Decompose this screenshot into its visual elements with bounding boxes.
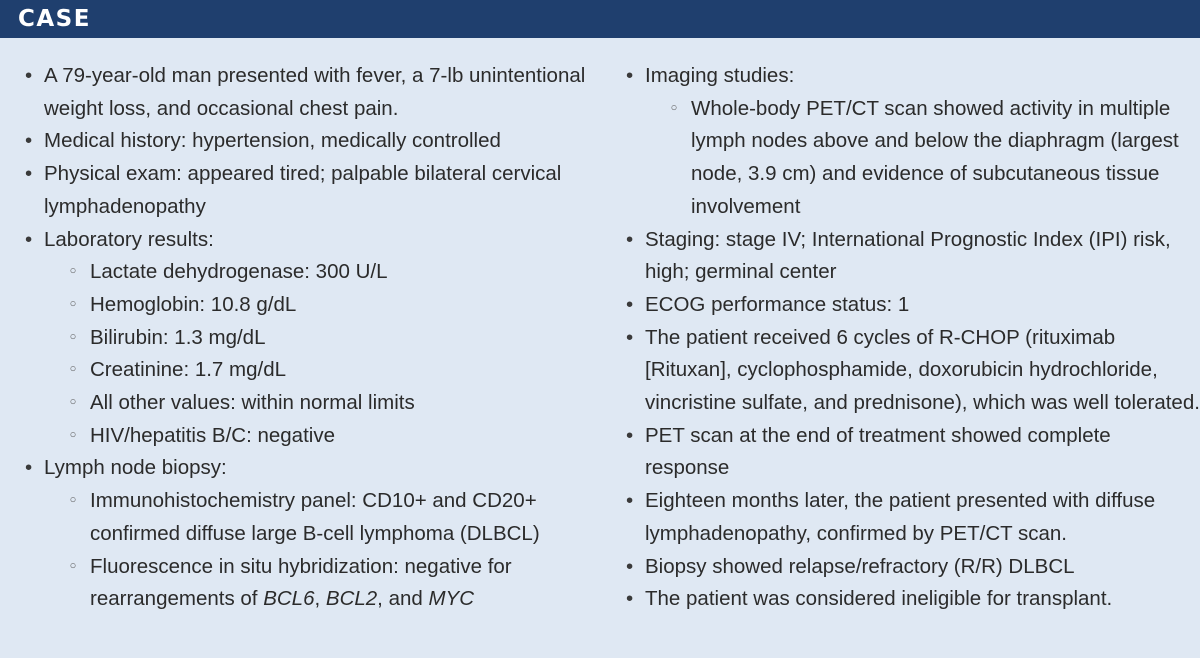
gene-myc: MYC bbox=[428, 587, 475, 611]
gene-bcl2: BCL2 bbox=[325, 587, 378, 611]
lab-bilirubin: Bilirubin: 1.3 mg/dL bbox=[90, 325, 266, 349]
biopsy-rr-text: Biopsy showed relapse/refractory (R/R) DLBCL bbox=[645, 554, 1075, 578]
lab-item bbox=[44, 387, 625, 420]
right-bullet-list bbox=[625, 60, 1200, 616]
bullet-relapse bbox=[625, 485, 1200, 550]
bullet-presentation bbox=[24, 60, 625, 125]
treatment-text: The patient received 6 cycles of R-CHOP (rituximab [Rituxan], cyclophosphamide, doxorubicin hydrochloride, vincristine sulfate, and prednisone), which was well tolerated. bbox=[645, 325, 1200, 415]
fish-prefix: Fluorescence in situ hybridization: negative for rearrangements of bbox=[90, 554, 512, 611]
ecog-text: ECOG performance status: 1 bbox=[645, 292, 910, 316]
bullet-transplant bbox=[625, 583, 1200, 616]
physical-exam-text: Physical exam: appeared tired; palpable bilateral cervical lymphadenopathy bbox=[44, 162, 562, 218]
lab-heading: Laboratory results: bbox=[44, 227, 214, 251]
lab-item bbox=[44, 420, 625, 453]
lab-ldh: Lactate dehydrogenase: 300 U/L bbox=[90, 260, 388, 284]
bullet-treatment bbox=[625, 322, 1200, 420]
bullet-lab-results bbox=[24, 224, 625, 453]
bullet-physical-exam bbox=[24, 158, 625, 223]
biopsy-sublist bbox=[44, 485, 625, 616]
case-header bbox=[0, 0, 1200, 38]
bullet-imaging bbox=[625, 60, 1200, 224]
lab-sublist bbox=[44, 256, 625, 452]
lab-item bbox=[44, 354, 625, 387]
staging-text: Staging: stage IV; International Prognostic Index (IPI) risk, high; germinal center bbox=[645, 227, 1171, 284]
lab-item bbox=[44, 322, 625, 355]
fish-sep-2: , and bbox=[377, 587, 429, 611]
lab-hemoglobin: Hemoglobin: 10.8 g/dL bbox=[90, 292, 297, 316]
biopsy-item bbox=[44, 485, 625, 550]
imaging-sublist bbox=[645, 93, 1200, 224]
left-bullet-list bbox=[24, 60, 625, 616]
case-content bbox=[0, 38, 1200, 616]
fish-sep-1: , bbox=[314, 587, 326, 611]
pet-end-text: PET scan at the end of treatment showed complete response bbox=[645, 423, 1111, 480]
biopsy-ihc-text: Immunohistochemistry panel: CD10+ and CD20+ confirmed diffuse large B-cell lymphoma (DLBCL) bbox=[90, 489, 540, 545]
lab-creatinine: Creatinine: 1.7 mg/dL bbox=[90, 358, 287, 382]
biopsy-heading: Lymph node biopsy: bbox=[44, 456, 227, 480]
lab-hiv-hepatitis: HIV/hepatitis B/C: negative bbox=[90, 423, 335, 447]
presentation-text: A 79-year-old man presented with fever, a 7-lb unintentional weight loss, and occasional chest pain. bbox=[44, 64, 586, 120]
lab-item bbox=[44, 289, 625, 322]
lab-item bbox=[44, 256, 625, 289]
bullet-ecog bbox=[625, 289, 1200, 322]
transplant-text: The patient was considered ineligible for transplant. bbox=[645, 587, 1113, 611]
imaging-heading: Imaging studies: bbox=[645, 64, 795, 87]
bullet-staging bbox=[625, 224, 1200, 289]
relapse-text: Eighteen months later, the patient presented with diffuse lymphadenopathy, confirmed by PET/CT scan. bbox=[645, 489, 1156, 545]
gene-bcl6: BCL6 bbox=[263, 587, 315, 611]
imaging-pet-text: Whole-body PET/CT scan showed activity in multiple lymph nodes above and below the diaphragm (largest node, 3.9 cm) and evidence of subcutaneous tissue involvement bbox=[691, 96, 1179, 218]
medical-history-text: Medical history: hypertension, medically controlled bbox=[44, 129, 501, 153]
bullet-lymph-node-biopsy bbox=[24, 452, 625, 616]
case-title: CASE bbox=[18, 6, 91, 32]
left-column bbox=[24, 60, 625, 616]
bullet-medical-history bbox=[24, 125, 625, 158]
biopsy-item bbox=[44, 551, 625, 616]
lab-other-values: All other values: within normal limits bbox=[90, 391, 415, 415]
imaging-item bbox=[645, 93, 1200, 224]
right-column bbox=[625, 60, 1200, 616]
bullet-pet-end bbox=[625, 420, 1200, 485]
bullet-biopsy-rr bbox=[625, 551, 1200, 584]
